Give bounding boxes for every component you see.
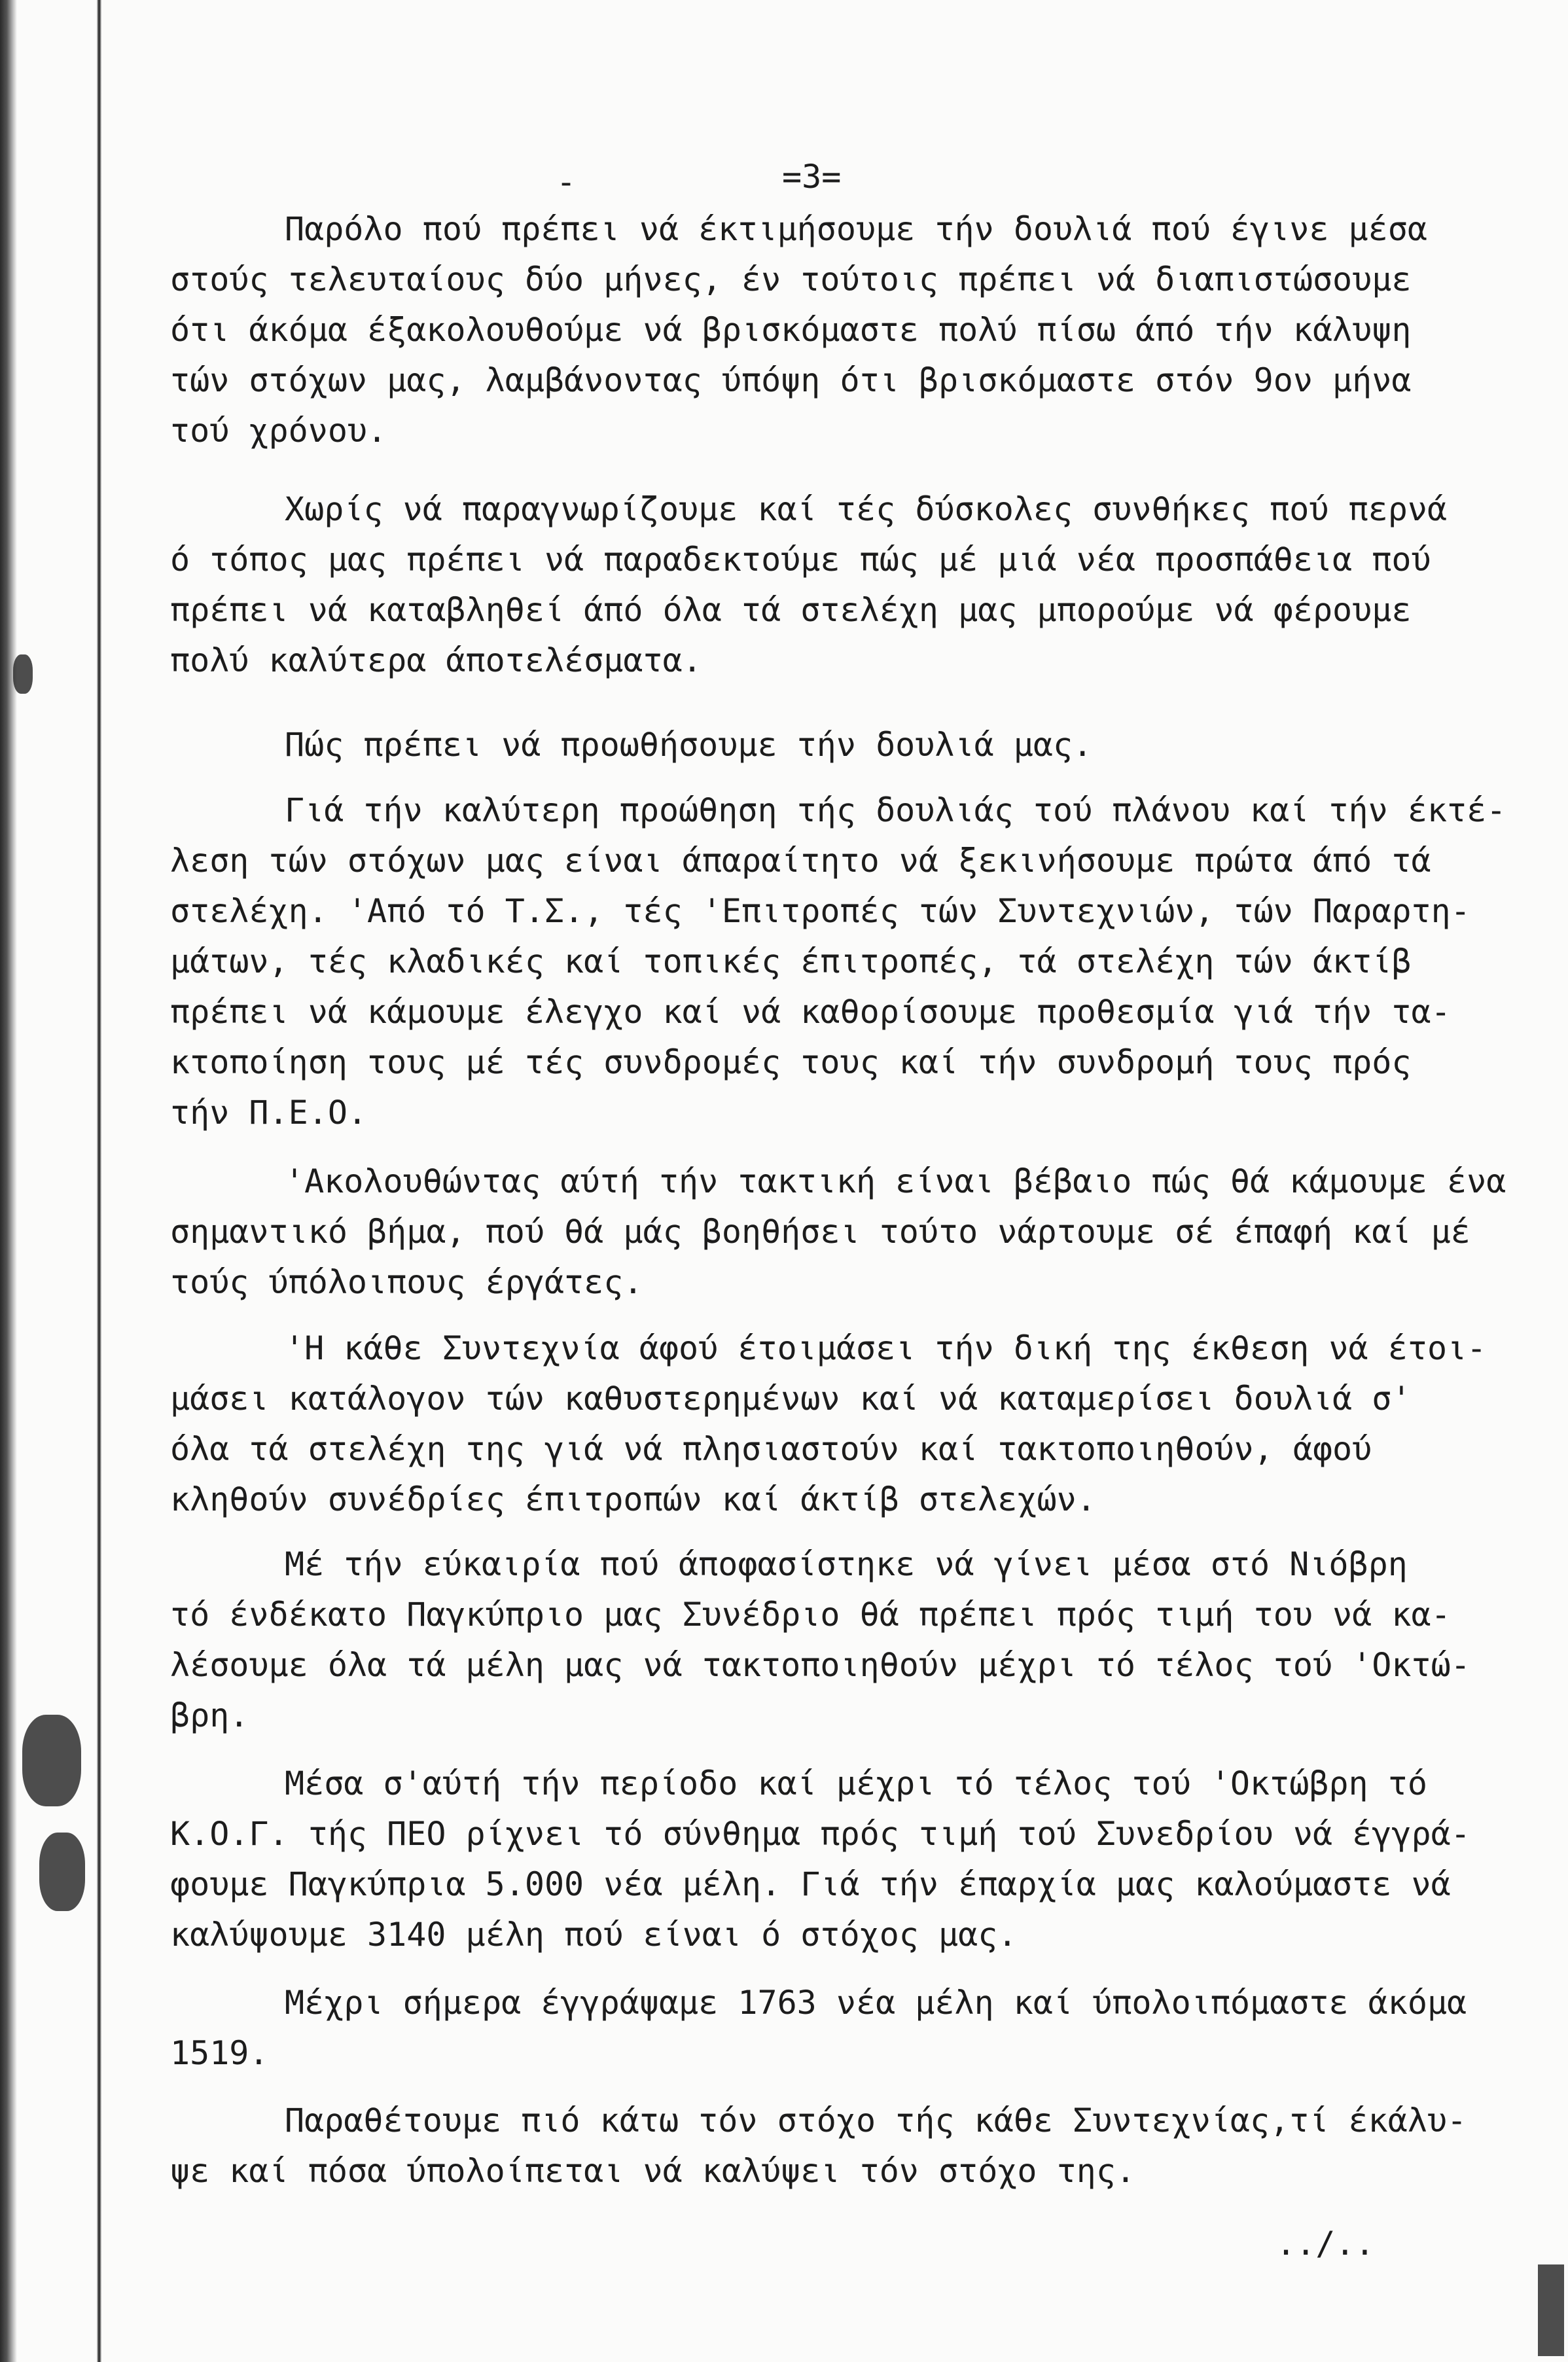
paragraph-line: τό ένδέκατο Παγκύπριο μας Συνέδριο θά πρέπει πρός τιμή του νά κα-	[170, 1596, 1451, 1634]
paragraph-line: πρέπει νά κάμουμε έλεγχο καί νά καθορίσουμε προθεσμία γιά τήν τα-	[170, 993, 1451, 1031]
paragraph-line: βρη.	[170, 1696, 249, 1734]
scan-blot	[39, 1833, 85, 1911]
scan-blot	[1538, 2264, 1564, 2356]
paragraph-first-line: Γιά τήν καλύτερη προώθηση τής δουλιάς τού πλάνου καί τήν έκτέ-	[285, 791, 1506, 829]
paragraph-line: ότι άκόμα έξακολουθούμε νά βρισκόμαστε πολύ πίσω άπό τήν κάλυψη	[170, 311, 1412, 349]
paragraph-line: ό τόπος μας πρέπει νά παραδεκτούμε πώς μέ μιά νέα προσπάθεια πού	[170, 541, 1431, 579]
paragraph-first-line: Παρόλο πού πρέπει νά έκτιμήσουμε τήν δουλιά πού έγινε μέσα	[285, 210, 1427, 248]
paragraph-first-line: Μέ τήν εύκαιρία πού άποφασίστηκε νά γίνει μέσα στό Νιόβρη	[285, 1545, 1408, 1583]
scan-blot	[13, 654, 33, 694]
paragraph-line: μάτων, τές κλαδικές καί τοπικές έπιτροπές, τά στελέχη τών άκτίβ	[170, 942, 1412, 980]
paragraph-line: κληθούν συνέδρίες έπιτροπών καί άκτίβ στελεχών.	[170, 1480, 1096, 1518]
paragraph-first-line: 'Η κάθε Συντεχνία άφού έτοιμάσει τήν δική της έκθεση νά έτοι-	[285, 1329, 1487, 1367]
paragraph-line: πρέπει νά καταβληθεί άπό όλα τά στελέχη μας μπορούμε νά φέρουμε	[170, 591, 1412, 629]
paragraph-line: στελέχη. 'Από τό Τ.Σ., τές 'Επιτροπές τών Συντεχνιών, τών Παραρτη-	[170, 892, 1470, 930]
scan-edge-shadow	[0, 0, 17, 2362]
paragraph-first-line: 'Ακολουθώντας αύτή τήν τακτική είναι βέβαιο πώς θά κάμουμε ένα	[285, 1162, 1506, 1200]
paragraph-first-line: Μέχρι σήμερα έγγράψαμε 1763 νέα μέλη καί ύπολοιπόμαστε άκόμα	[285, 1984, 1467, 2022]
paragraph-line: μάσει κατάλογον τών καθυστερημένων καί νά καταμερίσει δουλιά σ'	[170, 1380, 1412, 1418]
paragraph-first-line: Πώς πρέπει νά προωθήσουμε τήν δουλιά μας.	[285, 726, 1093, 764]
paragraph-line: λεση τών στόχων μας είναι άπαραίτητο νά ξεκινήσουμε πρώτα άπό τά	[170, 842, 1431, 880]
paragraph-first-line: Παραθέτουμε πιό κάτω τόν στόχο τής κάθε Συντεχνίας,τί έκάλυ-	[285, 2102, 1467, 2139]
paragraph-line: τήν Π.Ε.Ο.	[170, 1094, 368, 1132]
paragraph-first-line: Χωρίς νά παραγνωρίζουμε καί τές δύσκολες συνθήκες πού περνά	[285, 490, 1448, 528]
scan-blot	[22, 1715, 81, 1806]
paragraph-line: φουμε Παγκύπρια 5.000 νέα μέλη. Γιά τήν έπαρχία μας καλούμαστε νά	[170, 1865, 1451, 1903]
paragraph-line: Κ.Ο.Γ. τής ΠΕΟ ρίχνει τό σύνθημα πρός τιμή τού Συνεδρίου νά έγγρά-	[170, 1815, 1470, 1853]
paragraph-line: τών στόχων μας, λαμβάνοντας ύπόψη ότι βρισκόμαστε στόν 9ον μήνα	[170, 361, 1412, 399]
paragraph-first-line: Μέσα σ'αύτή τήν περίοδο καί μέχρι τό τέλος τού 'Οκτώβρη τό	[285, 1764, 1427, 1802]
paragraph-line: σημαντικό βήμα, πού θά μάς βοηθήσει τούτο νάρτουμε σέ έπαφή καί μέ	[170, 1213, 1470, 1251]
paragraph-line: τού χρόνου.	[170, 412, 387, 450]
paragraph-line: λέσουμε όλα τά μέλη μας νά τακτοποιηθούν μέχρι τό τέλος τού 'Οκτώ-	[170, 1646, 1470, 1684]
page-number: =3=	[782, 158, 842, 196]
binding-line	[97, 0, 101, 2362]
paragraph-line: ψε καί πόσα ύπολοίπεται νά καλύψει τόν στόχο της.	[170, 2152, 1136, 2190]
paragraph-line: πολύ καλύτερα άποτελέσματα.	[170, 641, 702, 679]
paragraph-line: όλα τά στελέχη της γιά νά πλησιαστούν καί τακτοποιηθούν, άφού	[170, 1430, 1372, 1468]
paragraph-line: στούς τελευταίους δύο μήνες, έν τούτοις πρέπει νά διαπιστώσουμε	[170, 260, 1412, 298]
paragraph-line: καλύψουμε 3140 μέλη πού είναι ό στόχος μας.	[170, 1916, 1018, 1954]
continued-mark: ../..	[1276, 2225, 1375, 2263]
paragraph-line: 1519.	[170, 2034, 269, 2072]
paragraph-line: τούς ύπόλοιπους έργάτες.	[170, 1263, 643, 1301]
paragraph-line: κτοποίηση τους μέ τές συνδρομές τους καί τήν συνδρομή τους πρός	[170, 1043, 1412, 1081]
corner-dash: -	[556, 163, 577, 201]
